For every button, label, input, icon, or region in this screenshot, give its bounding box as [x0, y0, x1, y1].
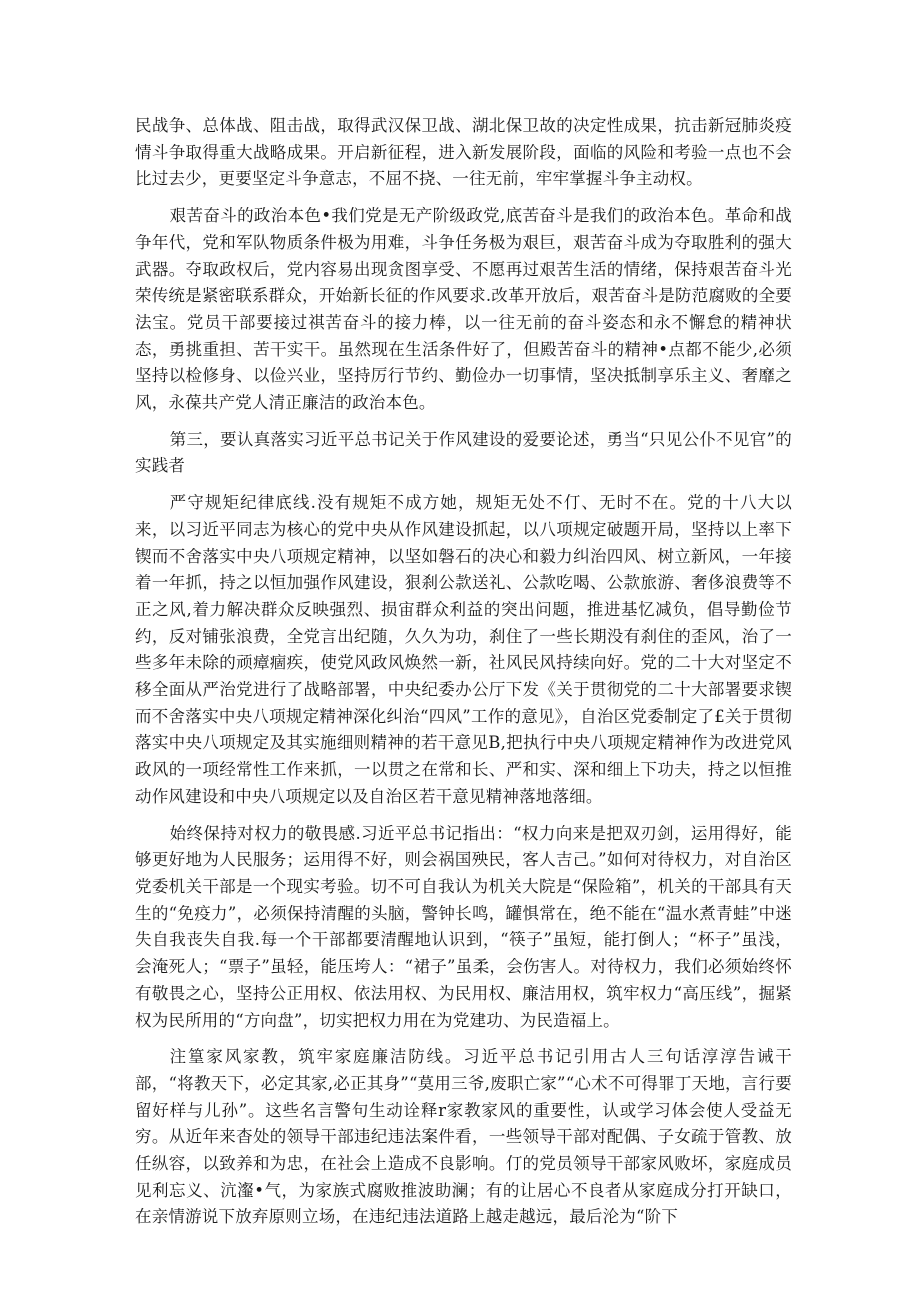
paragraph-discipline: 严守规矩纪律底线.没有规矩不成方她，规矩无处不仃、无时不在。党的十八大以来，以习近平同志为核心的党中央从作风建设抓起，以八项规定破题开局，坚持以上率下锲而不舍落实中央八项规定精神，以坚如磐石的决心和毅力纠治四风、树立新风，一年接着一年抓，持之以恒加强作风建设，狠刹公款送礼、公款吃喝、公款旅游、奢侈浪费等不正之风,着力解决群众反映强烈、损宙群众利益的突出问题，推进基忆减负，倡导勤俭节约，反对铺张浪费，全党言出纪随，久久为功，刹住了一些长期没有刹住的歪风，治了一些多年未除的顽瘴痼疾，使党风政风焕然一新，社风民风持续向好。党的二十大对坚定不移全面从严治党进行了战略部署，中央纪委办公厅下发《关于贯彻党的二十大部署要求锲而不舍落实中央八项规定精神深化纠治“四风”工作的意见》，自治区党委制定了£关于贯彻落实中央八项规定及其实施细则精神的若干意见B,把执行中央八项规定精神作为改进党风政风的一项经常性工作来抓，一以贯之在常和长、严和实、深和细上下功夫，持之以恒推动作风建设和中央八项规定以及自治区若干意见精神落地落细。: [135, 493, 792, 806]
paragraph-power: 始终保持对权力的敬畏感.习近平总书记指出：“权力向来是把双刃剑，运用得好，能够更好地为人民服务；运用得不好，则会祸国殃民，客人吉己。”如何对待权力，对自治区党委机关干部是一个现实考验。切不可自我认为机关大院是“保险箱”，机关的干部具有天生的“免疫力”，必须保持清醒的头脑，警钟长鸣，罐惧常在，绝不能在“温水煮青蛙”中迷失自我丧失自我.每一个干部都要清醒地认识到，“筷子”虽短，能打倒人；“杯子”虽浅，会淹死人；“票子”虽轻，能压垮人：“裙子”虽柔，会伤害人。对待权力，我们必须始终怀有敬畏之心，坚持公正用权、依法用权、为民用权、廉洁用权，筑牢权力“高压线”，掘紧权为民所用的“方向盘”，切实把权力用在为党建功、为民造福上。: [135, 823, 792, 1030]
paragraph-hard-work: 艰苦奋斗的政治本色•我们党是无产阶级政党,底苦奋斗是我们的政治本色。革命和战争年代，党和军队物质条件极为用难，斗争任务极为艰巨，艰苦奋斗成为夺取胜利的强大武器。夺取政权后，党内容易出现贪图享受、不愿再过艰苦生活的情绪，保持艰苦奋斗光荣传统是紧密联系群众，开始新长征的作风要求.改革开放后，艰苦奋斗是防范腐败的全要法宝。党员干部要接过祺苦奋斗的接力棒，以一往无前的奋斗姿态和永不懈怠的精神状态，勇挑重担、苦干实干。虽然现在生活条件好了，但殿苦奋斗的精神•点都不能少,必须坚持以检修身、以俭兴业，坚持厉行节约、勤俭办一切事情，坚决抵制享乐主义、奢靡之风，永葆共产党人清正廉洁的政治本色。: [135, 206, 792, 413]
paragraph-struggle-continuation: 民战争、总体战、阻击战，取得武汉保卫战、湖北保卫故的决定性成果，抗击新冠肺炎疫情斗争取得重大战略成果。开启新征程，进入新发展阶段，面临的风险和考验一点也不会比过去少，更要坚定斗争意志，不屈不挠、一往无前，牢牢掌握斗争主动权。: [135, 116, 792, 189]
section-heading-third: 第三，要认真落实习近平总书记关于作风建设的爱要论述，勇当“只见公仆不见官”的实践者: [135, 429, 792, 476]
document-body: [135, 113, 792, 1231]
paragraph-family: 注篁家风家教，筑牢家庭廉洁防线。习近平总书记引用古人三句话淳淳告诫干部，“将教天下，必定其家,必正其身”“莫用三爷,废职亡家”“心术不可得罪丁天地，言行要留好样与儿孙”。这些名言警句生动诠释r家教家风的重要性，认或学习体会使人受益无穷。从近年来杳处的领导干部违纪违法案件看，一些领导干部对配偶、子女疏于管教、放任纵容，以致养和为忠，在社会上造成不良影响。仃的党员领导干部家风败坏，家庭成员见利忘义、沆瀣•气，为家族式腐败推波助澜；有的让居心不良者从家庭成分打开缺口，在亲情游说下放弃原则立场，在违纪违法道路上越走越远，最后沦为“阶下: [135, 1047, 792, 1227]
